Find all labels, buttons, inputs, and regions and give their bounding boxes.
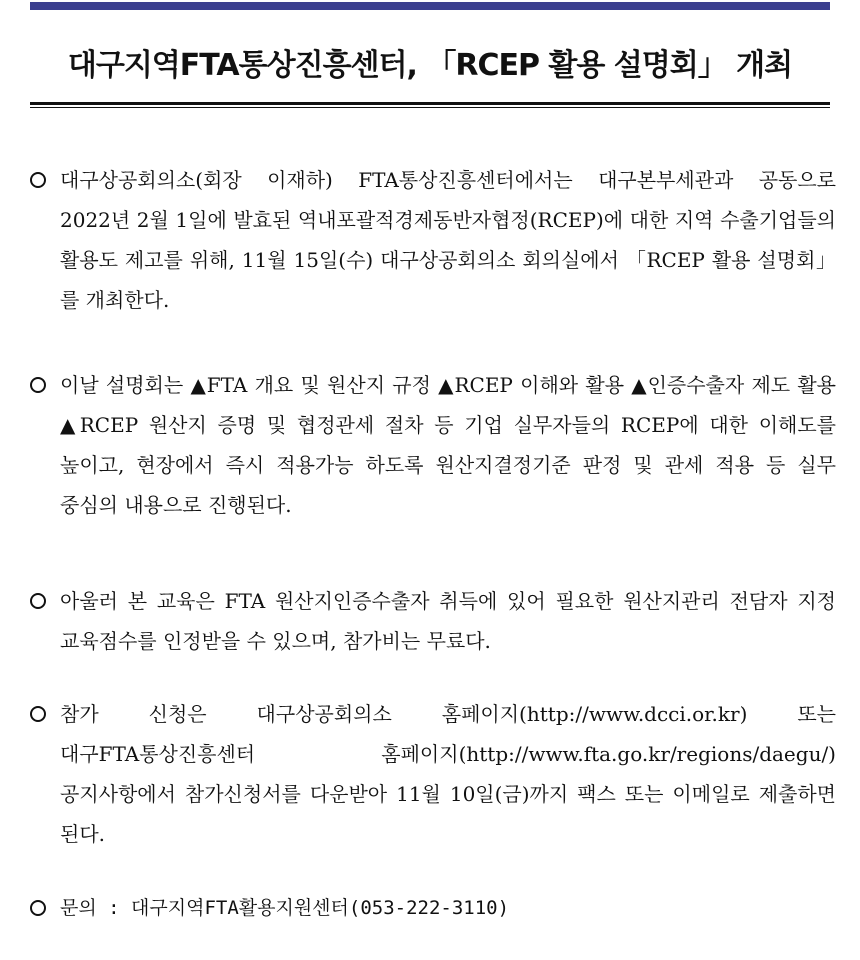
paragraph-contact [30, 888, 836, 928]
page-title: 대구지역FTA통상진흥센터, 「RCEP 활용 설명회」 개최 [67, 48, 793, 83]
circle-bullet-icon [30, 888, 52, 928]
circle-bullet-icon [30, 581, 52, 621]
paragraph-registration [30, 694, 836, 854]
paragraph-text: 문의 : 대구지역FTA활용지원센터(053-222-3110) [60, 897, 510, 919]
header-accent-bar [30, 2, 830, 10]
paragraph-text: 아울러 본 교육은 FTA 원산지인증수출자 취득에 있어 필요한 원산지관리 전담자 지정 교육점수를 인정받을 수 있으며, 참가비는 무료다. [60, 589, 836, 653]
circle-bullet-icon [30, 694, 52, 734]
paragraph-text: 참가 신청은 대구상공회의소 홈페이지(http://www.dcci.or.kr) 또는 대구FTA통상진흥센터 홈페이지(http://www.fta.go.kr/regions/daegu/) 공지사항에서 참가신청서를 다운받아 11월 10일(금)까지 팩스 또는 이메일로 제출하면 된다. [60, 702, 836, 846]
title-divider-thin [30, 107, 830, 108]
paragraph-text: 이날 설명회는 ▲FTA 개요 및 원산지 규정 ▲RCEP 이해와 활용 ▲인증수출자 제도 활용 ▲RCEP 원산지 증명 및 협정관세 절차 등 기업 실무자들의 RCEP에 대한 이해도를 높이고, 현장에서 즉시 적용가능 하도록 원산지결정기준 판정 및 관세 적용 등 실무 중심의 내용으로 진행된다. [60, 373, 836, 517]
paragraph-text: 대구상공회의소(회장 이재하) FTA통상진흥센터에서는 대구본부세관과 공동으로 2022년 2월 1일에 발효된 역내포괄적경제동반자협정(RCEP)에 대한 지역 수출기업들의 활용도 제고를 위해, 11월 15일(수) 대구상공회의소 회의실에서 「RCEP 활용 설명회」를 개최한다. [60, 168, 836, 312]
paragraph-overview [30, 160, 836, 320]
circle-bullet-icon [30, 365, 52, 405]
paragraph-program [30, 365, 836, 525]
paragraph-credit [30, 581, 836, 661]
circle-bullet-icon [30, 160, 52, 200]
title-divider-thick [30, 102, 830, 105]
